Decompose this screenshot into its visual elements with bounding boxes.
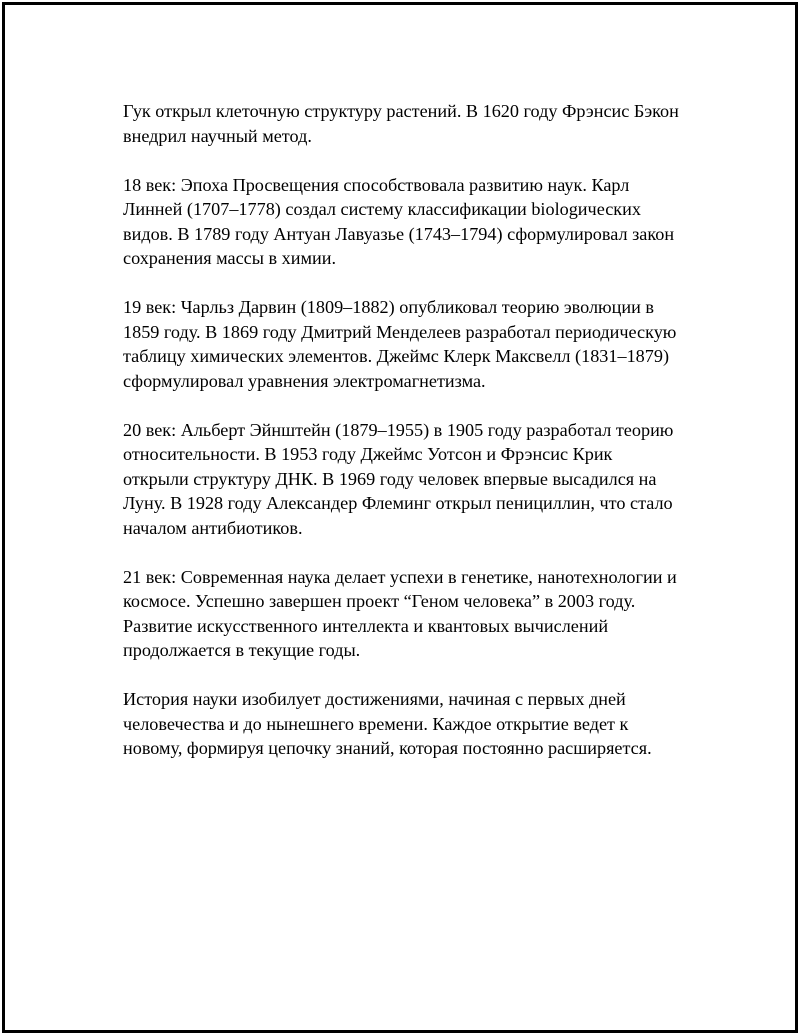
text-line: сохранения массы в химии. bbox=[123, 248, 337, 268]
text-line: Развитие искусственного интеллекта и квантовых вычислений bbox=[123, 615, 609, 636]
text-line: 19 век: Чарльз Дарвин (1809–1882) опубликовал теорию эволюции в bbox=[123, 297, 654, 317]
text-line: космосе. Успешно завершен проект “Геном человека” в 2003 году. bbox=[123, 591, 636, 611]
text-line: 20 век: Альберт Эйнштейн (1879–1955) в 1905 году разработал теорию bbox=[123, 419, 674, 440]
text-line: Линней (1707–1778) создал систему классификации biologических bbox=[123, 199, 641, 219]
text-line: внедрил научный метод. bbox=[123, 125, 312, 146]
text-line: человечества и до нынешнего времени. Каждое открытие ведет к bbox=[123, 713, 629, 734]
text-line: открыли структуру ДНК. В 1969 году человек впервые высадился на bbox=[123, 468, 657, 489]
text-line: сформулировал уравнения электромагнетизма. bbox=[123, 370, 486, 391]
text-line: таблицу химических элементов. Джеймс Клерк Максвелл (1831–1879) bbox=[123, 346, 670, 366]
text-line: началом антибиотиков. bbox=[123, 517, 303, 538]
page-frame bbox=[2, 2, 798, 1033]
text-line: видов. В 1789 году Антуан Лавуазье (1743–1794) сформулировал закон bbox=[123, 223, 675, 244]
paragraph-21st-century bbox=[123, 565, 703, 663]
text-line: новому, формируя цепочку знаний, которая постоянно расширяется. bbox=[123, 738, 652, 758]
paragraph-19th-century bbox=[123, 295, 703, 393]
text-line: Луну. В 1928 году Александер Флеминг открыл пенициллин, что стало bbox=[123, 493, 673, 513]
paragraph-conclusion bbox=[123, 687, 703, 761]
text-line: Гук открыл клеточную структуру растений. В 1620 году Фрэнсис Бэкон bbox=[123, 101, 679, 121]
paragraph-18th-century bbox=[123, 173, 703, 271]
document-body bbox=[123, 99, 703, 785]
paragraph-hooke-bacon bbox=[123, 99, 703, 148]
text-line: продолжается в текущие годы. bbox=[123, 640, 361, 660]
text-line: История науки изобилует достижениями, начиная с первых дней bbox=[123, 689, 626, 709]
text-line: относительности. В 1953 году Джеймс Уотсон и Фрэнсис Крик bbox=[123, 444, 613, 464]
paragraph-20th-century bbox=[123, 418, 703, 541]
text-line: 18 век: Эпоха Просвещения способствовала развитию наук. Карл bbox=[123, 174, 630, 195]
text-line: 21 век: Современная наука делает успехи в генетике, нанотехнологии и bbox=[123, 566, 677, 587]
text-line: 1859 году. В 1869 году Дмитрий Менделеев разработал периодическую bbox=[123, 321, 677, 342]
